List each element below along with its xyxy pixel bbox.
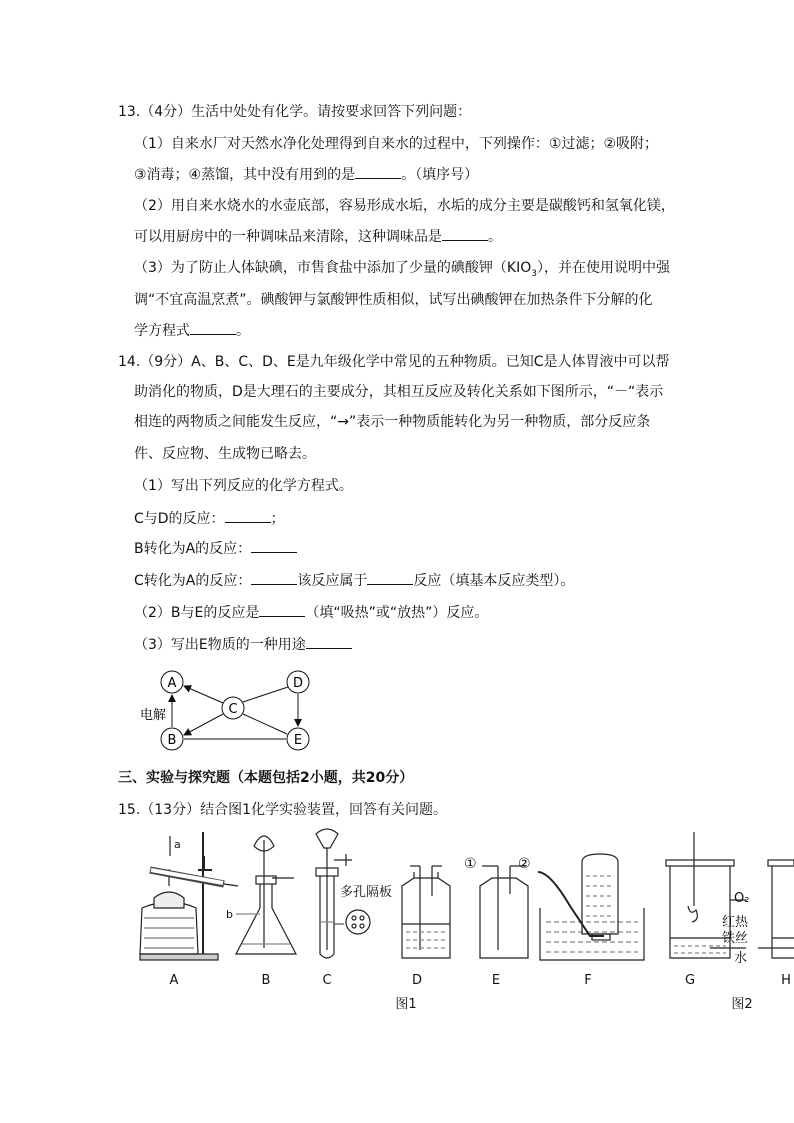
node-a-label: A bbox=[167, 676, 177, 691]
node-c-label: C bbox=[228, 702, 238, 717]
line-c-d bbox=[243, 687, 288, 702]
water-label: 水 bbox=[734, 951, 748, 966]
q14-cd-end: ； bbox=[270, 511, 285, 527]
answer-blank[interactable] bbox=[367, 570, 413, 585]
q14-ca-hint: 反应（填基本反应类型）。 bbox=[413, 573, 575, 589]
q14-cd-label: C与D的反应： bbox=[134, 511, 225, 527]
answer-blank[interactable] bbox=[251, 570, 297, 585]
section-3-heading: 三、实验与探究题（本题包括2小题，共20分） bbox=[118, 770, 414, 786]
electrolysis-label: 电解 bbox=[140, 708, 167, 723]
apparatus-e bbox=[480, 866, 528, 958]
q13-part2-end: 。 bbox=[488, 229, 502, 245]
q15-title: 15.（13分）结合图1化学实验装置，回答有关问题。 bbox=[118, 802, 447, 818]
apparatus-label-h: H bbox=[781, 973, 791, 988]
q13-part3-text-b: ），并在使用说明中强 bbox=[536, 260, 670, 276]
apparatus-label-g: G bbox=[684, 973, 696, 988]
figure-1-caption: 图1 bbox=[395, 997, 417, 1012]
q13-part2-line1: （2）用自来水烧水的水壶底部，容易形成水垢，水垢的成分主要是碳酸钙和氢氧化镁， bbox=[134, 198, 675, 214]
arrow-c-to-b bbox=[184, 714, 223, 735]
q14-ca-reaction bbox=[134, 570, 574, 591]
port-1-label: ① bbox=[464, 856, 477, 872]
answer-blank[interactable] bbox=[355, 164, 401, 179]
answer-blank[interactable] bbox=[190, 320, 236, 335]
apparatus-h bbox=[758, 860, 794, 958]
q13-part1-line2 bbox=[134, 164, 478, 185]
apparatus-label-a: A bbox=[169, 973, 179, 988]
line-c-e bbox=[243, 714, 287, 734]
node-e-label: E bbox=[293, 733, 303, 748]
q13-part1-text: ③消毒；④蒸馏，其中没有用到的是 bbox=[134, 167, 356, 183]
answer-blank[interactable] bbox=[306, 634, 352, 649]
apparatus-f bbox=[538, 854, 644, 960]
apparatus-label-f: F bbox=[584, 973, 592, 988]
q14-part2-hint: （填“吸热”或“放热”）反应。 bbox=[305, 605, 489, 621]
q14-part3 bbox=[134, 634, 352, 655]
q13-part3-text-a: （3）为了防止人体缺碘，市售食盐中添加了少量的碘酸钾（KIO bbox=[134, 260, 532, 276]
q13-part1-hint: 。（填序号） bbox=[401, 167, 479, 183]
q13-part3-end: 。 bbox=[236, 323, 250, 339]
figure-2-caption: 图2 bbox=[731, 997, 753, 1012]
apparatus-label-c: C bbox=[322, 973, 332, 988]
apparatus-label-b: B bbox=[261, 973, 271, 988]
porous-plate-label: 多孔隔板 bbox=[340, 885, 393, 900]
apparatus-figure bbox=[130, 826, 794, 1012]
q13-title: 13.（4分）生活中处处有化学。请按要求回答下列问题： bbox=[118, 104, 472, 120]
q14-ca-type: 该反应属于 bbox=[297, 573, 368, 589]
apparatus-b bbox=[236, 836, 296, 954]
q14-line1: 14.（9分）A、B、C、D、E是九年级化学中常见的五种物质。已知C是人体胃液中可以帮 bbox=[118, 354, 670, 370]
q14-line2: 助消化的物质，D是大理石的主要成分，其相互反应及转化关系如下图所示，“－“表示 bbox=[134, 384, 664, 400]
q13-part3-line3 bbox=[134, 320, 250, 341]
label-a-small: a bbox=[174, 838, 181, 851]
label-b-small: b bbox=[226, 908, 233, 921]
q14-ba-label: B转化为A的反应： bbox=[134, 541, 252, 557]
answer-blank[interactable] bbox=[225, 508, 271, 523]
q13-part2-text: 可以用厨房中的一种调味品来清除，这种调味品是 bbox=[134, 229, 442, 245]
q13-part2-line2 bbox=[134, 226, 502, 247]
node-d-label: D bbox=[292, 676, 304, 691]
hot-wire-label-2: 铁丝 bbox=[722, 931, 749, 946]
q13-part1-line1: （1）自来水厂对天然水净化处理得到自来水的过程中，下列操作：①过滤；②吸附； bbox=[134, 136, 659, 152]
q14-ca-label: C转化为A的反应： bbox=[134, 573, 252, 589]
q14-part2-text: （2）B与E的反应是 bbox=[134, 605, 260, 621]
q14-line3: 相连的两物质之间能发生反应，“→”表示一种物质能转化为另一种物质，部分反应条 bbox=[134, 414, 651, 430]
apparatus-d bbox=[402, 866, 450, 958]
q13-part3-line2: 调“不宜高温烹煮”。碘酸钾与氯酸钾性质相似，试写出碘酸钾在加热条件下分解的化 bbox=[134, 292, 653, 308]
q14-part1: （1）写出下列反应的化学方程式。 bbox=[134, 478, 353, 494]
port-2-label: ② bbox=[518, 856, 531, 872]
q14-part3-text: （3）写出E物质的一种用途 bbox=[134, 637, 306, 653]
q13-part3-line1 bbox=[134, 258, 670, 284]
q14-ba-reaction bbox=[134, 538, 297, 559]
answer-blank[interactable] bbox=[442, 226, 488, 241]
q14-line4: 件、反应物、生成物已略去。 bbox=[134, 446, 316, 462]
q14-cd-reaction bbox=[134, 508, 285, 529]
q13-part3-text-c: 学方程式 bbox=[134, 323, 190, 339]
hot-wire-label-1: 红热 bbox=[722, 915, 749, 930]
relationship-diagram bbox=[140, 664, 330, 754]
answer-blank[interactable] bbox=[259, 602, 305, 617]
apparatus-label-e: E bbox=[491, 973, 501, 988]
q14-part2 bbox=[134, 602, 488, 623]
arrow-c-to-a bbox=[184, 686, 223, 703]
node-b-label: B bbox=[167, 733, 177, 748]
apparatus-label-d: D bbox=[411, 973, 423, 988]
q13-part3-subscript: 3 bbox=[531, 268, 537, 279]
o2-label: O₂ bbox=[734, 891, 750, 906]
apparatus-a bbox=[140, 832, 238, 960]
answer-blank[interactable] bbox=[251, 538, 297, 553]
